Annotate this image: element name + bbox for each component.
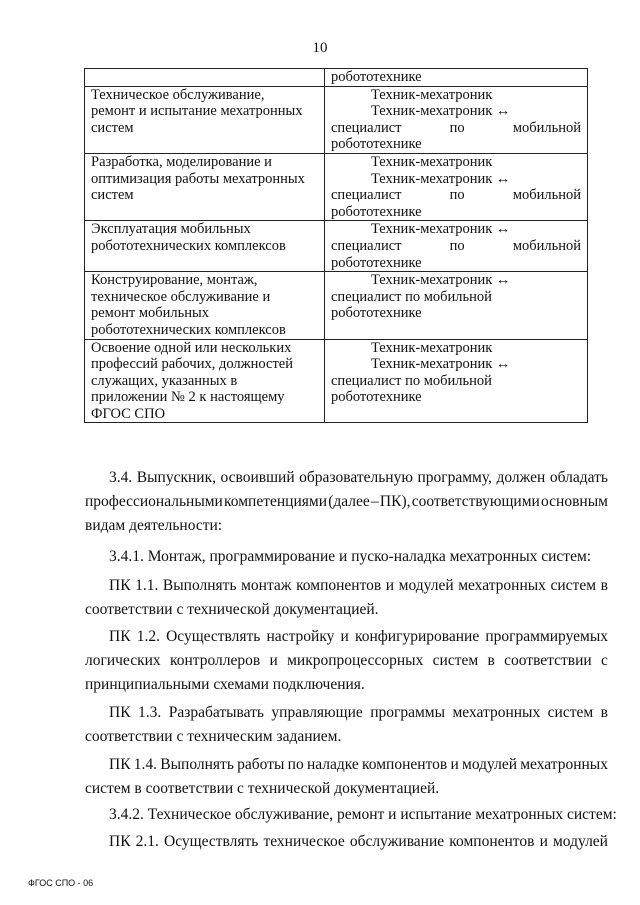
qualification-cell [325, 153, 588, 220]
text-line [85, 649, 608, 673]
word: ПК [109, 833, 131, 850]
qualification-line: Техник-мехатроник ↔ [371, 170, 511, 187]
word: мехатронных [458, 577, 546, 594]
paragraph [85, 625, 608, 697]
activity-line: оптимизация работы мехатронных [91, 170, 305, 187]
word: модулей [553, 833, 608, 850]
word: настройку [266, 628, 335, 645]
qualification-line: робототехнике [331, 69, 422, 85]
word: основным [541, 493, 608, 510]
word: контроллеров [169, 652, 261, 669]
word: Выпускник, [136, 469, 216, 486]
word: систем [547, 704, 594, 721]
word: 1.2. [136, 628, 160, 645]
word: мехатронных [520, 756, 608, 773]
text-line [85, 490, 608, 514]
word: Разрабатывать [168, 704, 264, 721]
word: по [287, 756, 304, 773]
word: 3.4.1. Монтаж, программирование и пуско-наладка мехатронных систем: [109, 548, 592, 565]
word: (далее [328, 493, 370, 510]
word: работы [237, 756, 285, 773]
activity-line: Конструирование, монтаж, [91, 272, 258, 289]
word: управляющие [271, 704, 363, 721]
word: 1.3. [138, 704, 162, 721]
qualification-line [331, 120, 581, 137]
activity-line: профессий рабочих, должностей [91, 356, 293, 373]
word: наладке [306, 756, 359, 773]
table-row [85, 153, 588, 220]
qualification-line [331, 238, 581, 255]
activity-cell [85, 339, 325, 423]
word: – [370, 493, 379, 510]
activity-cell [85, 86, 325, 153]
qualification-line: Техник-мехатроник [371, 86, 493, 103]
qualification-line: робототехнике [331, 136, 422, 153]
word: и [539, 833, 548, 850]
qualification-line: Техник-мехатроник [371, 339, 493, 356]
activity-line: приложении № 2 к настоящему [91, 389, 285, 406]
word: соответствующими [411, 493, 540, 510]
word: компонентов [296, 577, 382, 594]
qualification-line: Техник-мехатроник [371, 153, 493, 170]
word: Осуществлять [164, 833, 259, 850]
word: мобильной [512, 119, 581, 136]
text-line [85, 514, 608, 538]
paragraph [85, 830, 608, 854]
qualification-line: робототехнике [331, 305, 422, 322]
word: в [600, 704, 608, 721]
word: по [449, 119, 465, 136]
table-row [85, 339, 588, 423]
activity-line: робототехнических комплексов [91, 237, 286, 254]
word: программу, [417, 469, 492, 486]
activity-line: Разработка, моделирование и [91, 153, 272, 170]
activity-line: Освоение одной или нескольких [91, 339, 292, 356]
paragraph [85, 545, 608, 569]
word: модулей [398, 577, 454, 594]
activity-line: Техническое обслуживание, [91, 86, 265, 103]
paragraph [85, 466, 608, 538]
activity-line: ФГОС СПО [91, 405, 166, 422]
word: компетенциями [224, 493, 327, 510]
qualification-line: специалист по мобильной [331, 372, 492, 389]
paragraph [85, 574, 608, 622]
word: ПК), [379, 493, 411, 510]
activity-line: техническое обслуживание и [91, 288, 271, 305]
word: принципиальными схемами подключения. [85, 676, 365, 693]
word: Осуществлять [166, 628, 261, 645]
word: обслуживание [349, 833, 445, 850]
word: ПК [109, 756, 131, 773]
word: специалист [331, 237, 402, 254]
activity-cell [85, 153, 325, 220]
activity-line: систем [91, 187, 134, 204]
word: по [449, 237, 465, 254]
text-line [85, 701, 608, 725]
table-row [85, 86, 588, 153]
activity-line: ремонт мобильных [91, 305, 209, 322]
word: логических [85, 652, 161, 669]
paragraph [85, 753, 608, 801]
word: должен [496, 469, 546, 486]
footer-code: ФГОС СПО - 06 [28, 878, 94, 888]
qualification-cell [325, 86, 588, 153]
activity-cell [85, 69, 325, 87]
word: монтаж [241, 577, 292, 594]
word: ПК [109, 577, 131, 594]
qualification-table [84, 68, 588, 423]
word: и [385, 577, 395, 594]
word: и [340, 628, 349, 645]
word: мобильной [512, 187, 581, 204]
activity-line: служащих, указанных в [91, 372, 238, 389]
word: соответствии с технической документацией. [85, 601, 379, 618]
word: 3.4.2. Техническое обслуживание, ремонт и испытание мехатронных систем: [109, 806, 617, 823]
paragraph [85, 803, 617, 827]
word: 3.4. [109, 469, 133, 486]
word: в [487, 652, 495, 669]
qualification-cell [325, 339, 588, 423]
text-line [85, 777, 608, 801]
qualification-line: робототехнике [331, 254, 422, 271]
activity-line: ремонт и испытание мехатронных [91, 103, 303, 120]
word: профессиональными [85, 493, 223, 510]
qualification-line: Техник-мехатроник ↔ [371, 356, 511, 373]
word: видам деятельности: [85, 517, 223, 534]
word: конфигурирование [354, 628, 480, 645]
word: обладать [549, 469, 608, 486]
text-line [85, 803, 617, 827]
activity-cell [85, 272, 325, 339]
text-line [85, 830, 608, 854]
qualification-cell [325, 221, 588, 272]
activity-line: робототехнических комплексов [91, 321, 286, 338]
word: компонентов [449, 833, 535, 850]
word: микропроцессорных [287, 652, 424, 669]
word: систем [550, 577, 597, 594]
word: с [601, 652, 608, 669]
qualification-line: специалист по мобильной [331, 288, 492, 305]
text-line [85, 625, 608, 649]
word: программы [370, 704, 446, 721]
word: систем [432, 652, 479, 669]
text-line [85, 574, 608, 598]
word: программируемых [485, 628, 608, 645]
word: ПК [109, 628, 131, 645]
word: в [600, 577, 608, 594]
qualification-line: Техник-мехатроник ↔ [371, 103, 511, 120]
table-row [85, 69, 588, 87]
word: систем в соответствии с технической документацией. [85, 780, 440, 797]
activity-line: систем [91, 119, 134, 136]
qualification-line [331, 187, 581, 204]
word: 1.4. [133, 756, 158, 773]
word: техническое [263, 833, 345, 850]
word: специалист [331, 187, 402, 204]
activity-line: Эксплуатация мобильных [91, 221, 251, 238]
table-row [85, 272, 588, 339]
qualification-line: Техник-мехатроник ↔ [371, 272, 511, 289]
word: освоивший [220, 469, 295, 486]
activity-cell [85, 221, 325, 272]
text-line [85, 598, 608, 622]
word: компонентов [362, 756, 448, 773]
word: и [269, 652, 278, 669]
word: Выполнять [160, 756, 234, 773]
word: соответствии [504, 652, 592, 669]
table-row [85, 221, 588, 272]
text-line [85, 673, 608, 697]
text-line [85, 545, 608, 569]
word: 1.1. [135, 577, 159, 594]
word: по [449, 187, 465, 204]
qualification-cell [325, 69, 588, 87]
qualification-cell [325, 272, 588, 339]
word: мехатронных [452, 704, 541, 721]
word: 2.1. [135, 833, 159, 850]
word: и [450, 756, 459, 773]
word: мобильной [512, 237, 581, 254]
word: ПК [109, 704, 131, 721]
qualification-line: Техник-мехатроник ↔ [371, 221, 511, 238]
word: соответствии с техническим заданием. [85, 728, 342, 745]
page-number: 10 [312, 40, 328, 56]
text-line [85, 753, 608, 777]
paragraph [85, 701, 608, 749]
word: специалист [331, 119, 402, 136]
word: образовательную [299, 469, 413, 486]
text-line [85, 725, 608, 749]
qualification-line: робототехнике [331, 203, 422, 220]
word: Выполнять [162, 577, 237, 594]
qualification-line: робототехнике [331, 389, 422, 406]
word: модулей [462, 756, 517, 773]
text-line [85, 466, 608, 490]
